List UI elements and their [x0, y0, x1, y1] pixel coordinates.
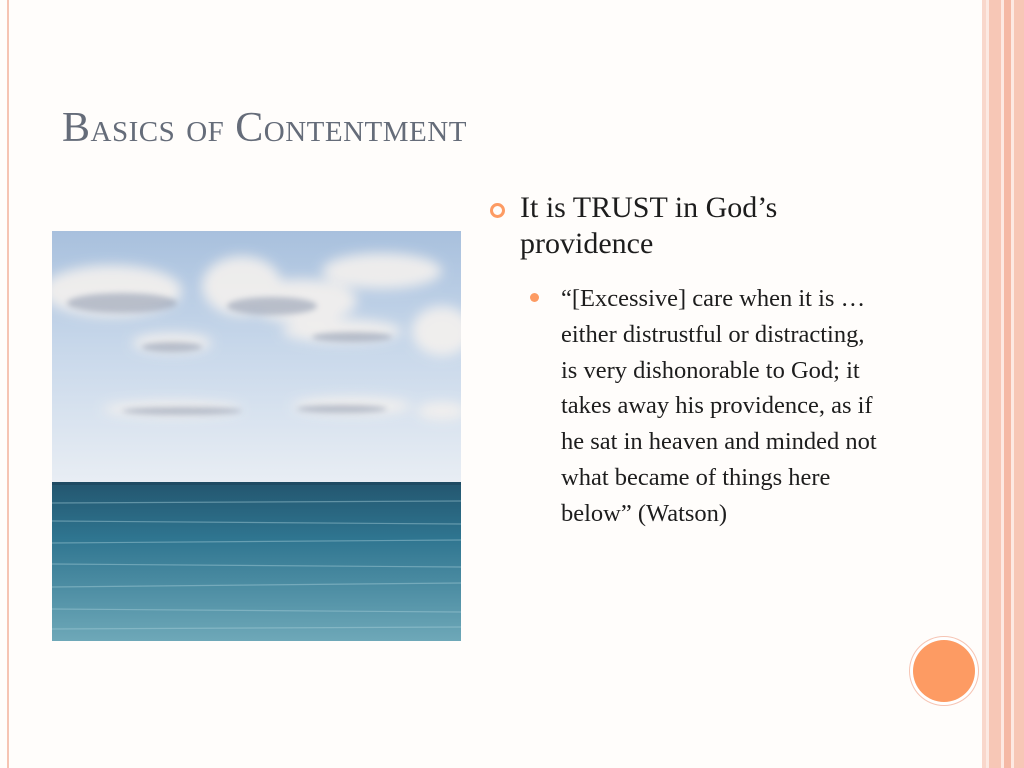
hollow-circle-bullet-icon [490, 203, 505, 218]
quote-text: “[Excessive] care when it is …either distrustful or distracting, is very dishonorable to God; it takes away his providence, as if he sat in heaven and minded not what became of things here below” (Watson) [561, 285, 877, 527]
right-decorative-stripes [982, 0, 1024, 768]
ocean-picture [52, 231, 461, 641]
orange-circle-accent [913, 640, 975, 702]
bullet-level-1 [490, 190, 880, 262]
bullet-level-2 [530, 281, 880, 532]
bullet-text: It is TRUST in God’s providence [520, 191, 778, 260]
filled-circle-bullet-icon [530, 293, 539, 302]
left-border-rule [7, 0, 9, 768]
slide-title: Basics of Contentment [62, 105, 467, 151]
stripe [1004, 0, 1011, 768]
stripe [1014, 0, 1024, 768]
stripe [989, 0, 1001, 768]
